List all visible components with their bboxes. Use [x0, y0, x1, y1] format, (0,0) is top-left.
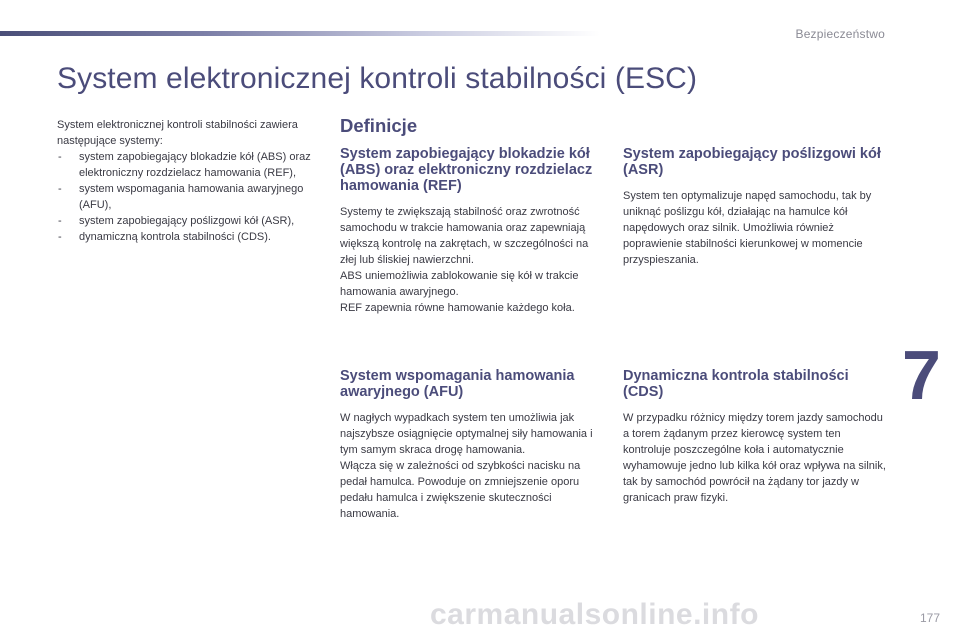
asr-body: System ten optymalizuje napęd samochodu, tak by uniknąć poślizgu kół, działając na hamulce kół napędowych oraz silnik. Umożliwia również poprawienie stabilności kierunkowej w momencie przyspieszania. [623, 190, 872, 266]
list-item: - system zapobiegający blokadzie kół (ABS) oraz elektroniczny rozdzielacz hamowania (REF), [58, 151, 311, 179]
asr-section [623, 146, 891, 268]
afu-section [340, 368, 602, 522]
cds-section [623, 368, 891, 506]
afu-body: W nagłych wypadkach system ten umożliwia jak najszybsze osiągnięcie optymalnej siły hamowania i tym samym skraca drogę hamowania. Włącza się w zależności od szybkości nacisku na pedał hamulca. Powoduje on zmniejszenie oporu pedału hamulca i zwiększenie skuteczności hamowania. [340, 412, 593, 520]
watermark-text: carmanualsonline.info [430, 598, 759, 631]
list-item: - system wspomagania hamowania awaryjnego (AFU), [58, 183, 304, 211]
section-label: Bezpieczeństwo [795, 27, 885, 41]
chapter-number: 7 [902, 336, 941, 414]
definitions-heading: Definicje [340, 115, 418, 136]
list-item: - system zapobiegający poślizgowi kół (ASR), [58, 215, 295, 227]
cds-body: W przypadku różnicy między torem jazdy samochodu a torem żądanym przez kierowcę system ten kontroluje poszczególne koła i automatycznie wyhamowuje jedno lub kilka kół oraz wpływa na silnik, tak by samochód powrócił na żądany tor jazdy w granicach praw fizyki. [623, 412, 886, 504]
cds-heading: Dynamiczna kontrola stabilności (CDS) [623, 368, 849, 400]
header-gradient-bar [0, 31, 600, 36]
abs-ref-body: Systemy te zwiększają stabilność oraz zwrotność samochodu w trakcie hamowania oraz zapewniają większą kontrolę na zakrętach, w szczególności na złej lub śliskiej nawierzchni. ABS uniemożliwia zablokowanie się kół w trakcie hamowania awaryjnego. REF zapewnia równe hamowanie każdego koła. [340, 206, 589, 314]
page-number: 177 [919, 611, 940, 625]
asr-heading: System zapobiegający poślizgowi kół (ASR) [623, 146, 881, 178]
list-item: - dynamiczną kontrola stabilności (CDS). [58, 231, 271, 243]
intro-lead: System elektronicznej kontroli stabilności zawiera następujące systemy: [57, 119, 298, 147]
abs-ref-heading: System zapobiegający blokadzie kół (ABS) oraz elektroniczny rozdzielacz hamowania (REF) [340, 146, 593, 194]
abs-ref-section [340, 146, 598, 316]
systems-list [57, 149, 319, 245]
intro-text [57, 117, 319, 245]
page-title: System elektronicznej kontroli stabilności (ESC) [57, 62, 698, 95]
afu-heading: System wspomagania hamowania awaryjnego (AFU) [340, 368, 575, 400]
